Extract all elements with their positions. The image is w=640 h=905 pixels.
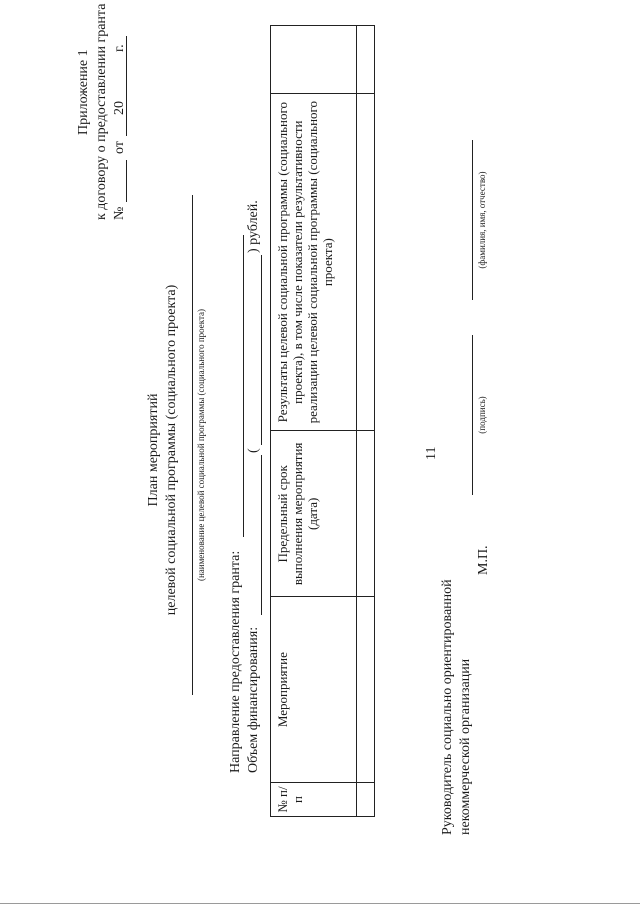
direction-label: Направление предоставления гранта: (228, 550, 243, 773)
cell-number (357, 783, 375, 817)
head-title-line1: Руководитель социально ориентированной (440, 579, 455, 835)
name-line (472, 140, 473, 300)
plan-table (270, 25, 375, 817)
col-header-activity: Мероприятие (271, 597, 357, 783)
signature-line (472, 335, 473, 495)
appendix-contract-line: к договору о предоставлении гранта (94, 3, 109, 220)
table-header-row (271, 26, 357, 817)
col-header-empty (271, 26, 357, 94)
col-header-results: Результаты целевой социальной программы (социального проекта), в том числе показатели результативности реализации целевой социальной программы (социального проекта) (271, 93, 357, 431)
name-caption: (фамилия, имя, отчество) (477, 171, 487, 269)
cell-deadline (357, 431, 375, 597)
table-row (357, 26, 375, 817)
number-prefix: № (112, 206, 127, 220)
funding-words-blank (261, 255, 262, 445)
year-prefix: 20 (112, 101, 127, 115)
program-name-caption: (наименование целевой социальной программы (социального проекта) (196, 308, 206, 582)
appendix-title: Приложение 1 (76, 49, 91, 135)
year-suffix: г. (112, 44, 127, 52)
from-label: от (112, 141, 127, 154)
funding-suffix: ) рублей. (246, 200, 261, 253)
col-header-number: № п/п (271, 783, 357, 817)
program-name-line (192, 195, 193, 695)
funding-open-paren: ( (246, 448, 261, 453)
appendix-year (112, 0, 128, 115)
stamp-label: М.П. (476, 545, 491, 575)
year-blank (126, 56, 127, 96)
signature-caption: (подпись) (477, 396, 487, 434)
plan-subtitle: целевой социальной программы (социального проекта) (164, 284, 179, 616)
cell-results (357, 93, 375, 431)
cell-empty (357, 26, 375, 94)
scan-edge-line (0, 903, 640, 904)
plan-title: План мероприятий (146, 393, 161, 507)
cell-activity (357, 597, 375, 783)
page-number: 11 (424, 446, 439, 460)
number-blank (126, 160, 127, 202)
funding-label: Объем финансирования: (246, 626, 261, 773)
head-title-line2: некоммерческой организации (458, 658, 473, 835)
funding-amount-blank (261, 455, 262, 615)
direction-blank (243, 235, 244, 537)
col-header-deadline: Предельный срок выполнения мероприятия (дата) (271, 431, 357, 597)
